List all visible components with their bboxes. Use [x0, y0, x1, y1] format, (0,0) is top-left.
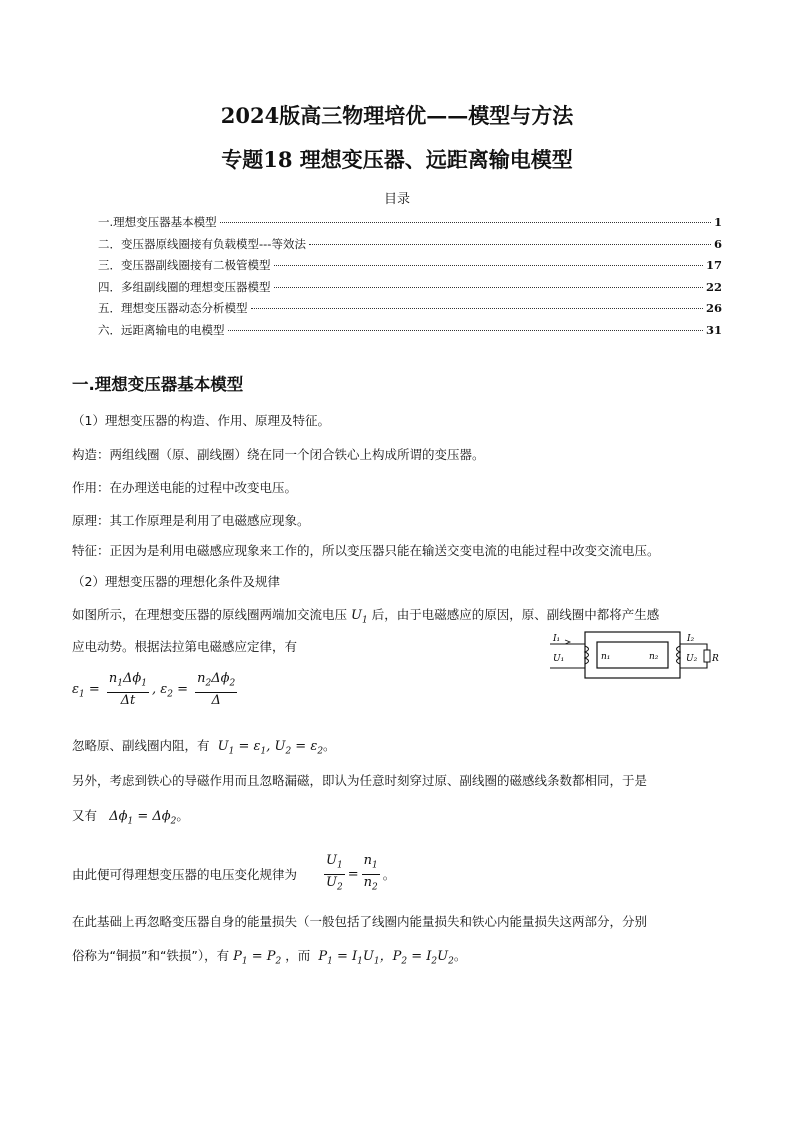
- label-u1: U₁: [553, 654, 565, 664]
- label-i1: I₁: [553, 634, 561, 644]
- toc-leader: [274, 287, 703, 288]
- label-n1: n₁: [601, 652, 611, 662]
- text: 如图所示，在理想变压器的原线圈两端加交流电压: [72, 607, 348, 622]
- current-arrow-icon: [565, 640, 570, 644]
- toc-item[interactable]: [98, 257, 722, 279]
- toc-item-label: 二．变压器原线圈接有负载模型---等效法: [98, 236, 306, 251]
- toc-item-label: 四．多组副线圈的理想变压器模型: [98, 279, 271, 294]
- toc-item[interactable]: [98, 236, 722, 258]
- paragraph: [72, 853, 395, 895]
- toc-item[interactable]: [98, 300, 722, 322]
- toc-item[interactable]: [98, 279, 722, 301]
- section-heading: 一.理想变压器基本模型: [72, 375, 244, 394]
- toc-item-page: 22: [705, 279, 722, 294]
- math-u1: $U_1$: [351, 608, 368, 626]
- math-flux-eq: $\Delta\phi_1 = \Delta\phi_2$: [101, 809, 177, 827]
- toc-item-page: 26: [705, 301, 722, 315]
- toc-leader: [309, 244, 711, 245]
- paragraph: 应电动势。根据法拉第电磁感应定律，有: [72, 639, 298, 654]
- transformer-diagram: [545, 630, 720, 680]
- doc-subtitle: 专题18 理想变压器、远距离输电模型: [221, 147, 573, 172]
- toc-leader: [220, 222, 711, 223]
- text: 俗称为“铜损”和“铁损”），有: [72, 948, 230, 963]
- text: 后，由于电磁感应的原因，原、副线圈中都将产生感: [371, 607, 660, 622]
- label-n2: n₂: [649, 652, 659, 662]
- paragraph: [72, 945, 466, 967]
- paragraph: [72, 736, 336, 757]
- toc-item-page: 6: [713, 236, 722, 251]
- paragraph: [72, 605, 659, 626]
- text: ，而: [285, 948, 311, 963]
- toc-item-page: 31: [705, 322, 722, 337]
- paragraph: 作用：在办理送电能的过程中改变电压。: [72, 480, 298, 495]
- math-power-defs: $P_1 = I_1U_1$，$P_2 = I_2U_2$: [314, 949, 454, 967]
- paragraph: （2）理想变压器的理想化条件及规律: [72, 574, 280, 589]
- text: 。: [453, 948, 467, 963]
- toc-item-label: 三．变压器副线圈接有二极管模型: [98, 258, 271, 272]
- text: 又有: [72, 808, 98, 823]
- toc-item-label: 一.理想变压器基本模型: [98, 215, 217, 229]
- toc-item[interactable]: [98, 214, 722, 236]
- toc-item[interactable]: [98, 322, 722, 344]
- label-u2: U₂: [686, 654, 698, 664]
- text: 由此便可得理想变压器的电压变化规律为: [72, 867, 298, 883]
- toc-heading: 目录: [383, 192, 410, 207]
- text: 。: [382, 867, 396, 883]
- toc-item-page: 1: [713, 215, 722, 229]
- doc-title: 2024版高三物理培优——模型与方法: [220, 103, 574, 128]
- paragraph: （1）理想变压器的构造、作用、原理及特征。: [72, 413, 330, 428]
- text: 。: [176, 808, 189, 823]
- paragraph: 构造：两组线圈（原、副线圈）绕在同一个闭合铁心上构成所谓的变压器。: [72, 447, 485, 462]
- toc-item-page: 17: [705, 258, 722, 272]
- resistor: [704, 650, 710, 662]
- math-power-eq: $P_1 = P_2$: [233, 949, 282, 967]
- paragraph: 在此基础上再忽略变压器自身的能量损失（一般包括了线圈内能量损失和铁心内能量损失这两部分，分别: [72, 914, 648, 929]
- emf-equation: $\varepsilon_1$ = $\frac{n_1\Delta\phi_1}{\Delta t}$ , $\varepsilon_2$ = $\frac{n_2\Delta\phi_2}{\Delta}$: [72, 671, 236, 708]
- text: 忽略原、副线圈内阻，有: [72, 738, 210, 753]
- math-u-eq-emf: $U_1 = \varepsilon_1$, $U_2 = \varepsilon_2$: [213, 739, 324, 757]
- paragraph: 特征：正因为是利用电磁感应现象来工作的，所以变压器只能在输送交变电流的电能过程中改变交流电压。: [72, 543, 660, 558]
- iron-core-outer: [585, 632, 680, 678]
- paragraph: 另外，考虑到铁心的导磁作用而且忽略漏磁，即认为任意时刻穿过原、副线圈的磁感线条数都相同，于是: [72, 773, 648, 788]
- math-voltage-ratio: $\frac{U_1}{U_2}$ = $\frac{n_1}{n_2}$: [326, 853, 378, 893]
- toc-leader: [274, 265, 703, 266]
- label-i2: I₂: [687, 634, 695, 644]
- toc-leader: [228, 330, 703, 331]
- paragraph: [72, 806, 189, 827]
- paragraph: 原理：其工作原理是利用了电磁感应现象。: [72, 513, 310, 528]
- toc-item-label: 六．远距离输电的电模型: [98, 322, 225, 337]
- text: 。: [323, 738, 336, 753]
- toc-item-label: 五．理想变压器动态分析模型: [98, 301, 248, 315]
- toc-leader: [251, 308, 703, 309]
- label-r: R: [712, 654, 719, 664]
- table-of-contents: [98, 214, 722, 343]
